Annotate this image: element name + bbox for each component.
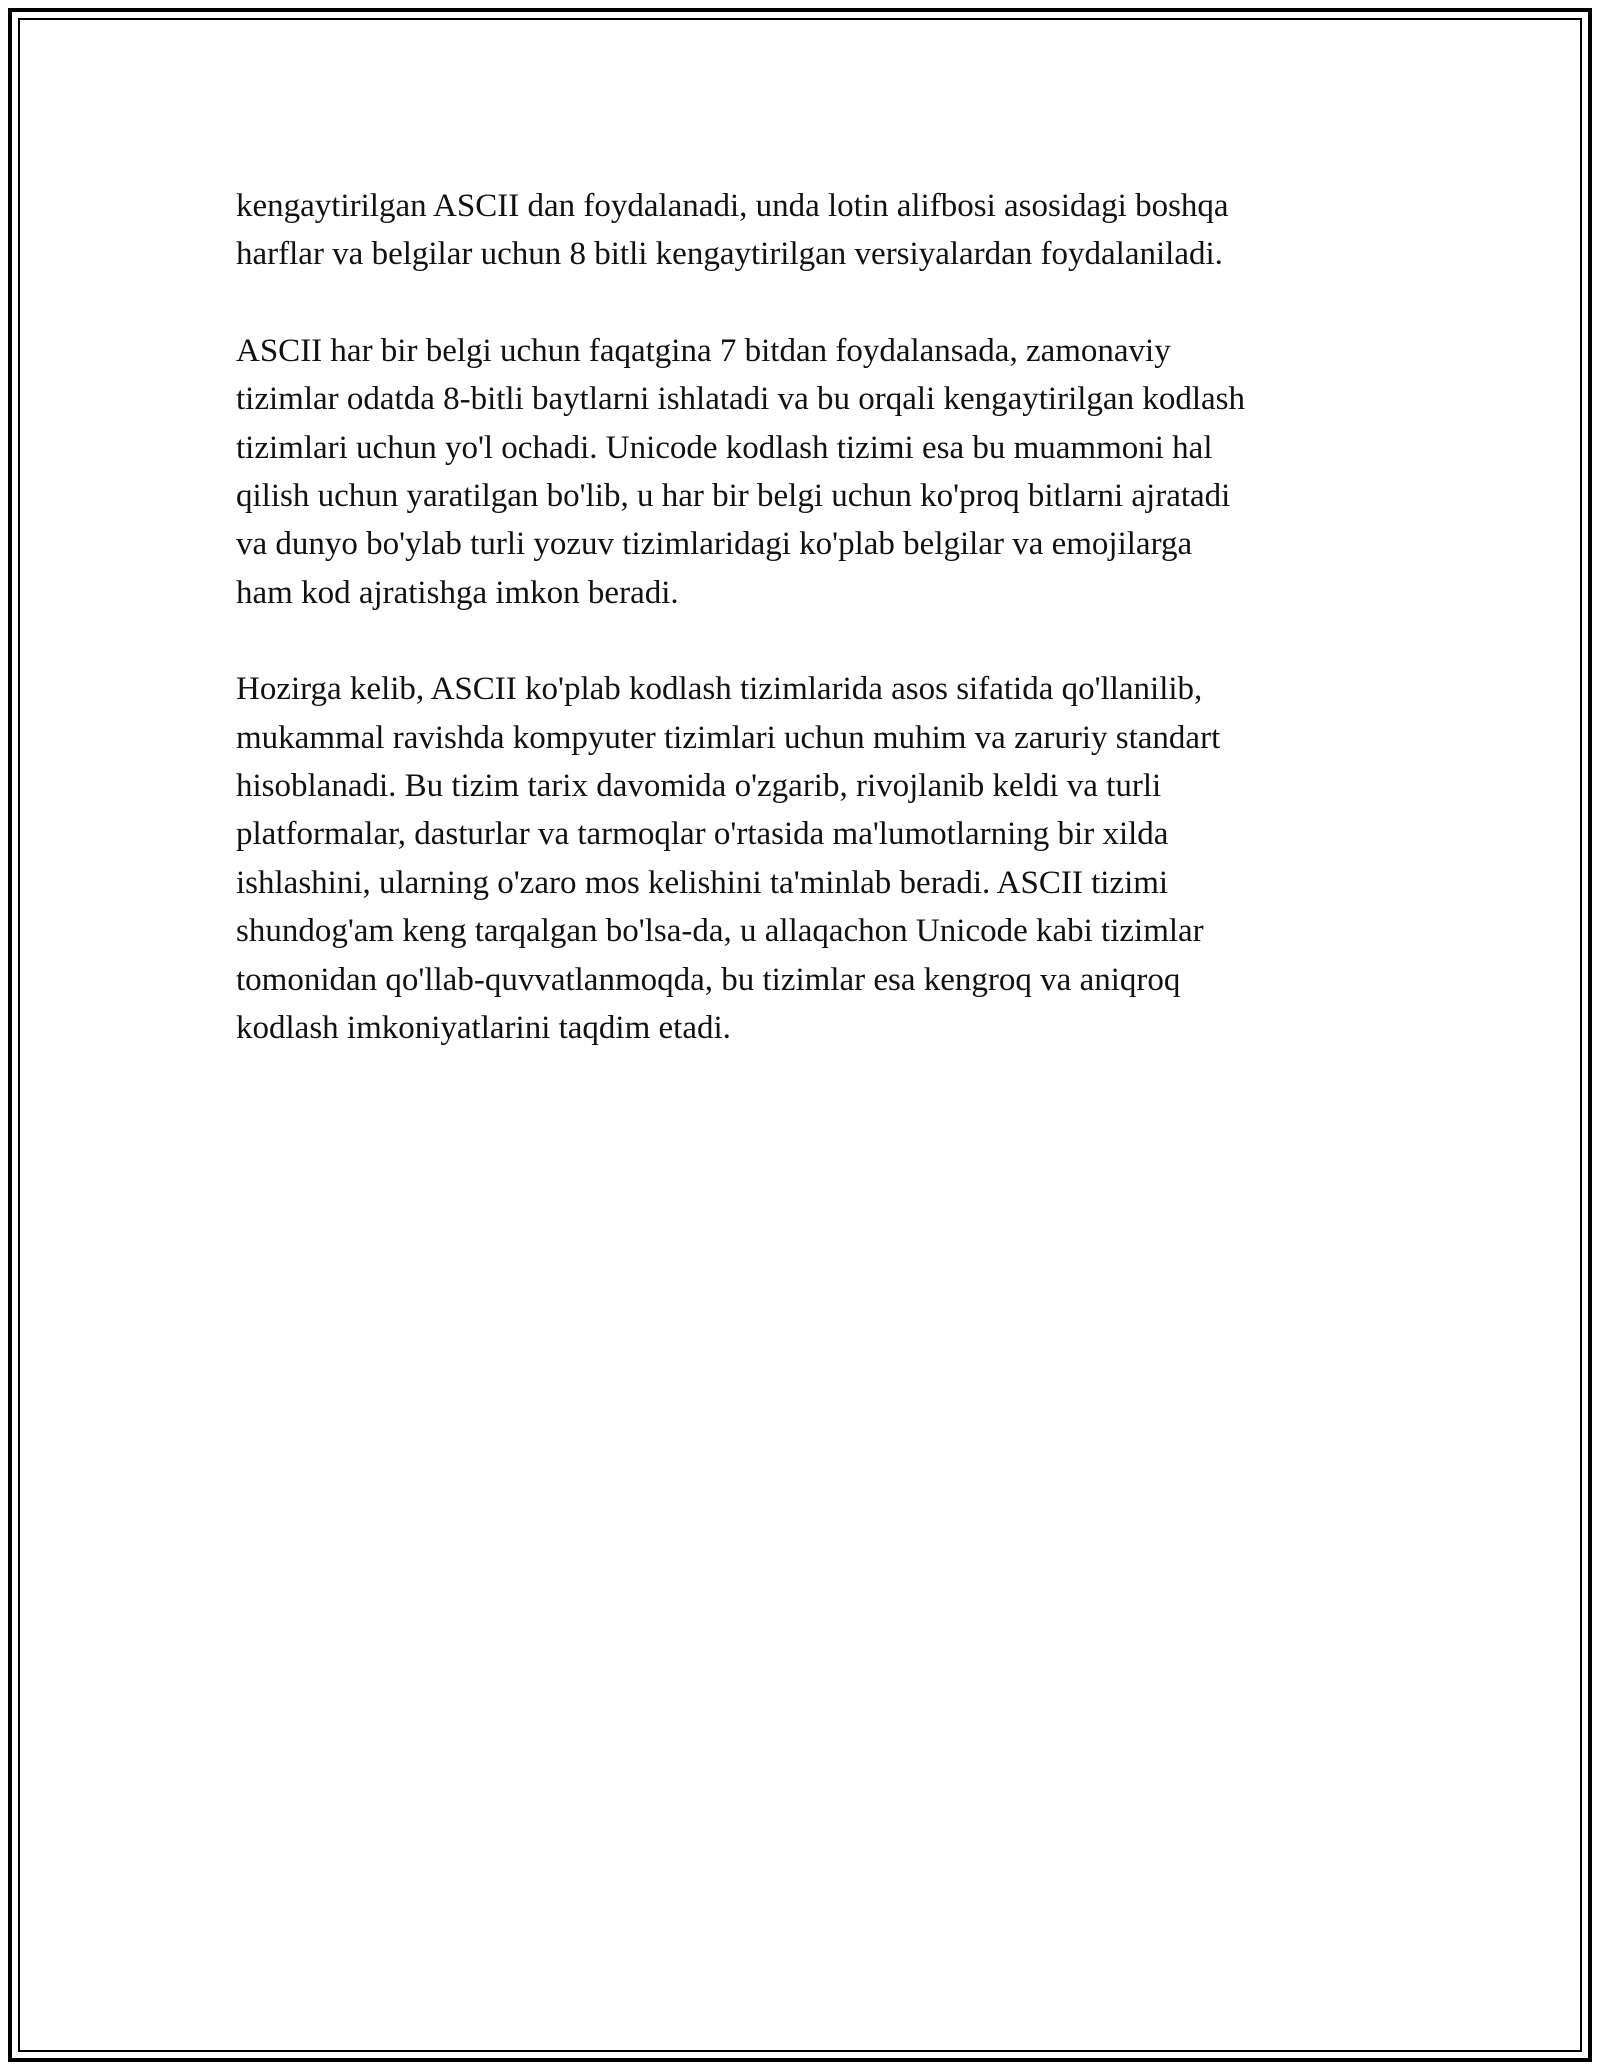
paragraph-1: kengaytirilgan ASCII dan foydalanadi, unda lotin alifbosi asosidagi boshqa harflar va belgilar uchun 8 bitli kengaytirilgan versiyalardan foydalaniladi.: [236, 188, 1229, 273]
paragraph-2: ASCII har bir belgi uchun faqatgina 7 bitdan foydalansada, zamonaviy tizimlar odatda 8-bitli baytlarni ishlatadi va bu orqali kengaytirilgan kodlash tizimlari uchun yo'l ochadi. Unicode kodlash tizimi esa bu muammoni hal qilish uchun yaratilgan bo'lib, u har bir belgi uchun ko'proq bitlarni ajratadi va dunyo bo'ylab turli yozuv tizimlaridagi ko'plab belgilar va emojilarga ham kod ajratishga imkon beradi.: [236, 332, 1245, 611]
document-body: [236, 182, 1376, 1101]
paragraph-3: Hozirga kelib, ASCII ko'plab kodlash tizimlarida asos sifatida qo'llanilib, mukammal ravishda kompyuter tizimlari uchun muhim va zaruriy standart hisoblanadi. Bu tizim tarix davomida o'zgarib, rivojlanib keldi va turli platformalar, dasturlar va tarmoqlar o'rtasida ma'lumotlarning bir xilda ishlashini, ularning o'zaro mos kelishini ta'minlab beradi. ASCII tizimi shundog'am keng tarqalgan bo'lsa-da, u allaqachon Unicode kabi tizimlar tomonidan qo'llab-quvvatlanmoqda, bu tizimlar esa kengroq va aniqroq kodlash imkoniyatlarini taqdim etadi.: [236, 671, 1221, 1047]
